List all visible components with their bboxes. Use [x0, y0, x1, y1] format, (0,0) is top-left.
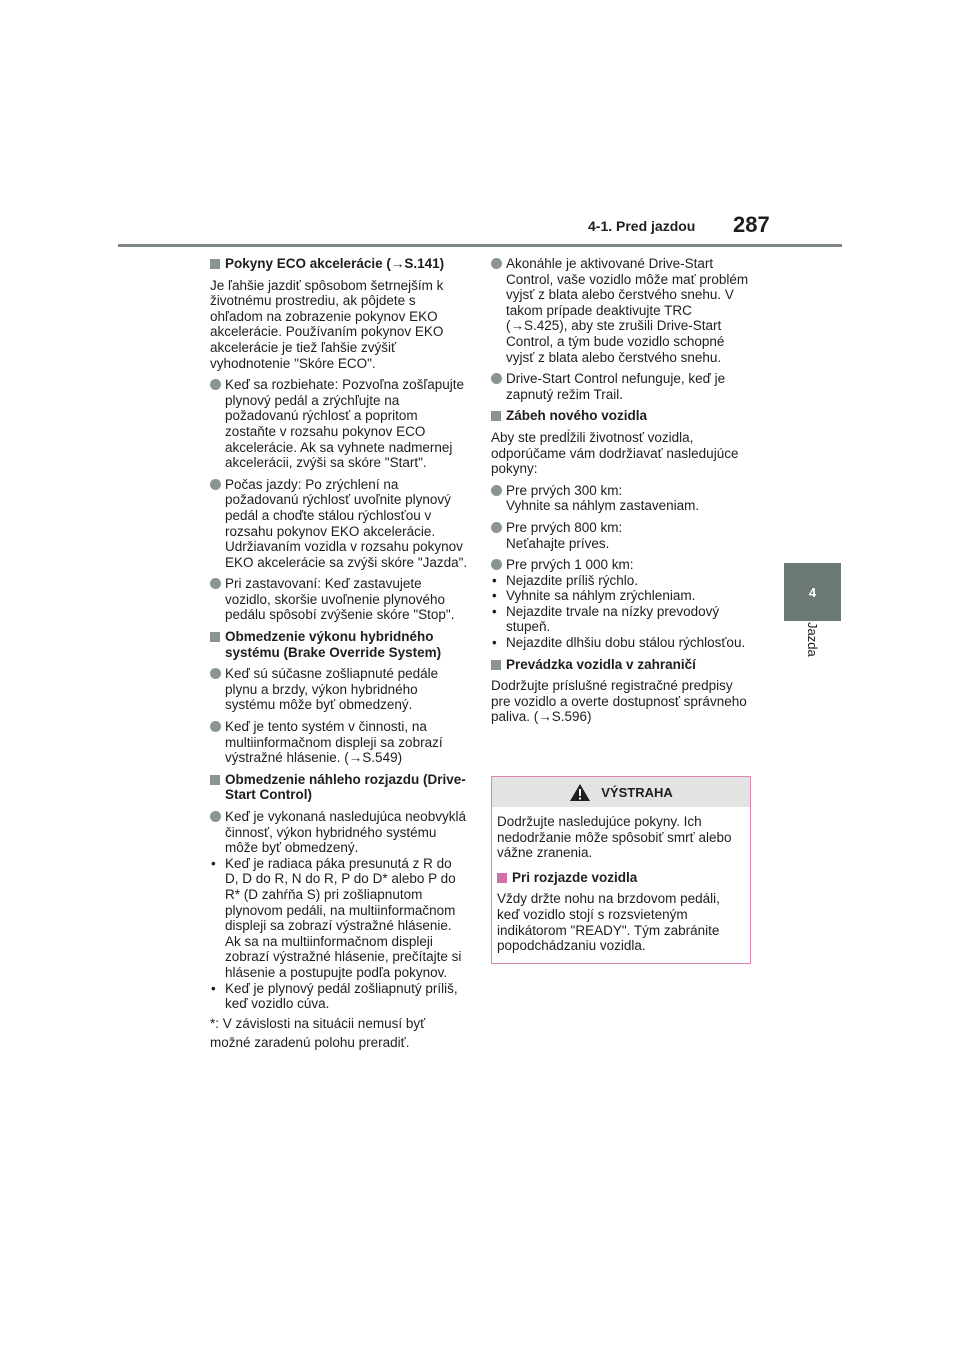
- breakin-800: [491, 520, 751, 551]
- dsc-mud-bullet: Akonáhle je aktivované Drive-Start Control, vaše vozidlo môže mať problém vyjsť z blata alebo čerstvého snehu. V takom prípade deaktivujte TRC (→S.425), aby ste zrušili Drive-Start Control, a tým bude vozidlo schopné vyjsť z blata alebo čerstvého snehu.: [491, 256, 751, 365]
- dsc-bullet: Keď je vykonaná nasledujúca neobvyklá činnosť, výkon hybridného systému môže byť obmedzený.: [210, 809, 468, 856]
- brake-override-heading: Obmedzenie výkonu hybridného systému (Brake Override System): [210, 629, 468, 660]
- dsc-dash-2: • Keď je plynový pedál zošliapnutý príliš, keď vozidlo cúva.: [210, 981, 468, 1012]
- right-column: [491, 256, 751, 731]
- warning-body: [492, 807, 750, 954]
- abroad-text: Dodržujte príslušné registračné predpisy pre vozidlo a overte dostupnosť správneho paliva. (→S.596): [491, 678, 747, 725]
- chapter-tab: [784, 563, 841, 621]
- breakin-800-text: Neťahajte príves.: [506, 535, 610, 551]
- warning-intro: Dodržujte nasledujúce pokyny. Ich nedodržanie môže spôsobiť smrť alebo vážne zranenia.: [497, 814, 732, 861]
- eco-bullet-stop: Pri zastavovaní: Keď zastavujete vozidlo, skoršie uvoľnenie plynového pedálu spôsobí zvýšenie skóre "Stop".: [210, 576, 468, 623]
- breakin-300: [491, 483, 751, 514]
- eco-bullet-start: Keď sa rozbiehate: Pozvoľna zošľapujte plynový pedál a zrýchľujte na požadovanú rýchlosť a popritom zostaňte v rozsahu pokynov ECO akcelerácie. Ak sa vyhnete nadmernej akcelerácii, zvýši sa skóre "Start".: [210, 377, 468, 471]
- warning-heading: Pri rozjazde vozidla: [497, 870, 745, 886]
- breakin-dash-3: • Nejazdite trvale na nízky prevodový stupeň.: [491, 604, 751, 635]
- warning-title: VÝSTRAHA: [601, 784, 673, 800]
- breakin-dash-1: • Nejazdite príliš rýchlo.: [491, 573, 751, 589]
- page-number: 287: [733, 212, 770, 237]
- abroad-heading: Prevádzka vozidla v zahraničí: [491, 657, 751, 673]
- warning-triangle-icon: [569, 783, 591, 802]
- chapter-label-text: Jazda: [805, 622, 820, 657]
- section-title: 4-1. Pred jazdou: [588, 218, 696, 234]
- breakin-300-text: Vyhnite sa náhlym zastaveniam.: [506, 498, 700, 514]
- footnote: *: V závislosti na situácii nemusí byť možné zaradenú polohu preradiť.: [210, 1015, 426, 1050]
- eco-heading: Pokyny ECO akcelerácie (→S.141): [210, 256, 468, 272]
- eco-intro: Je ľahšie jazdiť spôsobom šetrnejším k životnému prostrediu, ak pôjdete s ohľadom na zobrazenie pokynov EKO akcelerácie. Používaním pokynov EKO akcelerácie je tiež ľahšie zvýšiť vyhodnotenie "Skóre ECO".: [210, 277, 444, 371]
- breakin-300-title: Pre prvých 300 km:: [506, 482, 623, 498]
- breakin-1000: Pre prvých 1 000 km:: [491, 557, 751, 573]
- dsc-heading: Obmedzenie náhleho rozjazdu (Drive-Start Control): [210, 772, 468, 803]
- brake-bullet-1: Keď sú súčasne zošliapnuté pedále plynu a brzdy, výkon hybridného systému môže byť obmedzený.: [210, 666, 468, 713]
- chapter-label: [784, 622, 841, 692]
- chapter-number: 4: [808, 584, 817, 600]
- breakin-dash-2: • Vyhnite sa náhlym zrýchleniam.: [491, 588, 751, 604]
- left-column: [210, 256, 468, 1052]
- breakin-800-title: Pre prvých 800 km:: [506, 519, 623, 535]
- header-divider: [118, 244, 842, 247]
- dsc-trail-bullet: Drive-Start Control nefunguje, keď je zapnutý režim Trail.: [491, 371, 751, 402]
- warning-box: [491, 776, 751, 964]
- eco-bullet-drive: Počas jazdy: Po zrýchlení na požadovanú rýchlosť uvoľnite plynový pedál a choďte stálou rýchlosťou v rozsahu pokynov EKO akcelerácie. Udržiavaním vozidla v rozsahu pokynov EKO akcelerácie sa zvýši skóre "Jazda".: [210, 477, 468, 571]
- breakin-dash-4: • Nejazdite dlhšiu dobu stálou rýchlosťou.: [491, 635, 751, 651]
- brake-bullet-2: Keď je tento systém v činnosti, na multiinformačnom displeji sa zobrazí výstražné hlásenie. (→S.549): [210, 719, 468, 766]
- breakin-heading: Zábeh nového vozidla: [491, 408, 751, 424]
- warning-text: Vždy držte nohu na brzdovom pedáli, keď vozidlo stojí s rozsvieteným indikátorom "READY". Tým zabránite popodchádzaniu vozidla.: [497, 891, 720, 954]
- breakin-intro: Aby ste predĺžili životnosť vozidla, odporúčame vám dodržiavať nasledujúce pokyny:: [491, 429, 739, 477]
- dsc-dash-1: • Keď je radiaca páka presunutá z R do D, D do R, N do R, P do D* alebo P do R* (D zahŕňa S) pri zošliapnutom plynovom pedáli, na multiinformačnom displeji sa zobrazí výstražné hlásenie. Ak sa na multiinformačnom displeji zobrazí výstražné hlásenie, prečítajte si hlásenie a postupujte podľa pokynov.: [210, 856, 468, 981]
- warning-header: [492, 777, 750, 807]
